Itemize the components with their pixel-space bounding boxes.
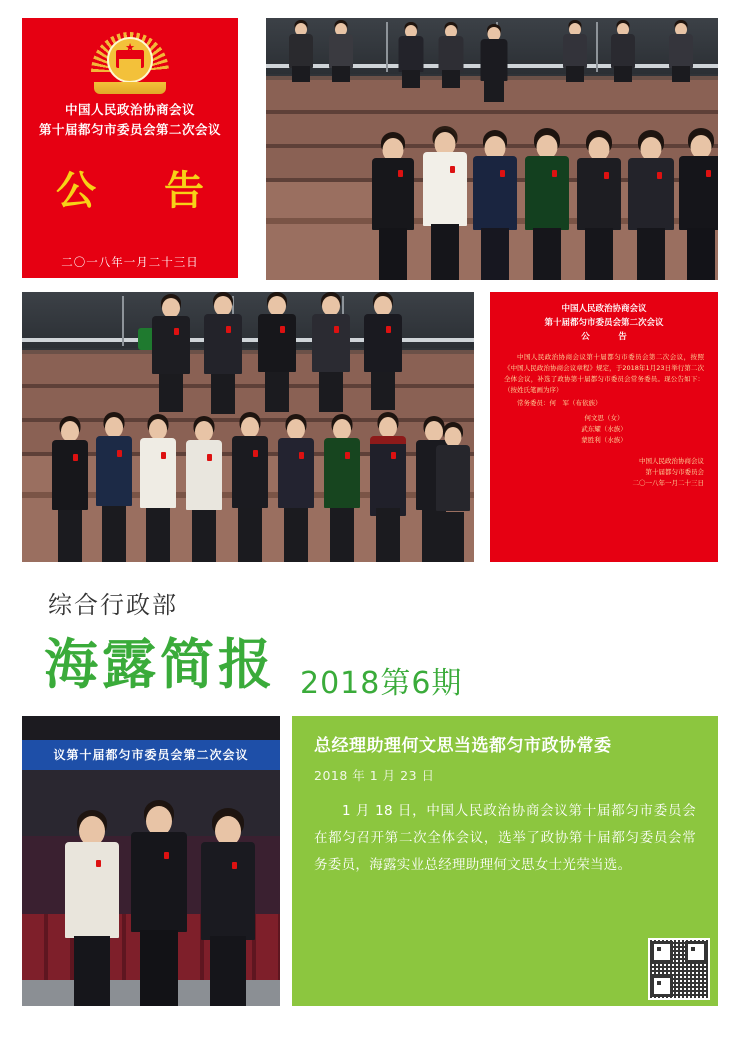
article-body — [314, 798, 696, 879]
notice-body — [504, 352, 704, 409]
notice-card — [490, 292, 718, 562]
notice-head-line2: 第十届都匀市委员会第二次会议 — [544, 318, 664, 328]
photo-group-on-steps-top — [266, 18, 718, 280]
notice-name-1: 何文思（女） — [584, 414, 624, 422]
announcement-title: 公 告 — [56, 168, 218, 214]
page-title: 海露简报 — [44, 633, 276, 696]
notice-sign-1: 中国人民政治协商会议 — [639, 457, 704, 465]
photo-person-background — [324, 20, 358, 82]
notice-name-2: 武东耀（水族） — [581, 425, 627, 433]
notice-head — [504, 302, 704, 344]
notice-name-3: 蒙胜利（水族） — [581, 436, 627, 444]
photo-person-background — [606, 20, 640, 82]
photo-person-background — [558, 20, 592, 82]
photo-person-backrow — [306, 292, 356, 412]
photo-person-frontrow — [318, 414, 366, 562]
photo-person-backrow — [146, 294, 196, 412]
photo-person-backrow — [358, 292, 408, 410]
announcement-org-line2: 第十届都匀市委员会第二次会议 — [38, 122, 221, 137]
announcement-date: 二〇一八年一月二十三日 — [61, 255, 199, 269]
qr-code-pattern — [650, 940, 708, 998]
photo-group-in-auditorium — [22, 716, 280, 1006]
department-label: 综合行政部 — [48, 591, 178, 619]
photo-person-frontrow — [226, 412, 274, 562]
photo-person-foreground — [672, 128, 718, 280]
photo-person-background — [476, 24, 512, 102]
photo-person-backrow — [198, 292, 248, 414]
notice-head-line3: 公 告 — [581, 332, 637, 342]
photo-person-frontrow — [272, 414, 320, 562]
photo-doorframe — [596, 22, 598, 72]
notice-paragraph-2: 常务委员：何 军（布依族） — [517, 399, 602, 407]
photo-person-foreground — [570, 130, 628, 280]
notice-sign-3: 二〇一八年一月二十三日 — [632, 479, 704, 487]
photo-person-auditorium — [122, 800, 196, 1006]
photo-person-auditorium — [56, 810, 128, 1006]
qr-finder-top-left — [651, 941, 673, 963]
issue-number: 2018第6期 — [300, 666, 463, 701]
photo-person-backrow — [252, 292, 302, 412]
photo-person-background — [664, 20, 698, 82]
notice-names — [504, 413, 704, 446]
article-date: 2018 年 1 月 23 日 — [314, 768, 435, 783]
emblem-star: ★ — [125, 41, 135, 54]
photo-person-frontrow — [364, 412, 412, 562]
announcement-org-line1: 中国人民政治协商会议 — [64, 102, 195, 117]
photo-person-foreground — [518, 128, 576, 280]
cppcc-emblem — [84, 28, 176, 94]
photo-doorframe — [386, 22, 388, 72]
photo-person-frontrow — [46, 416, 94, 562]
photo-group-on-steps-delegation — [22, 292, 474, 562]
notice-sign-2: 第十届都匀市委员会 — [645, 468, 704, 476]
photo-person-auditorium — [192, 808, 264, 1006]
photo-person-foreground — [466, 130, 524, 280]
notice-signature — [504, 456, 704, 489]
photo-hall-banner: 议第十届都匀市委员会第二次会议 — [22, 740, 280, 770]
article-title: 总经理助理何文思当选都匀市政协常委 — [314, 736, 612, 756]
notice-head-line1: 中国人民政治协商会议 — [561, 304, 647, 314]
article-paragraph: 1 月 18 日，中国人民政治协商会议第十届都匀市委员会在都匀召开第二次全体会议，选举了政协第十届都匀委员会常务委员，海露实业总经理助理何文思女士光荣当选。 — [314, 803, 696, 873]
notice-paragraph-1: 中国人民政治协商会议第十届都匀市委员会第二次会议，按照《中国人民政治协商会议章程》规定，于2018年1月23日举行第二次全体会议，补选了政协第十届都匀市委员会常务委员。现公告如下：（按姓氏笔画为序） — [504, 353, 704, 394]
photo-person-foreground — [364, 132, 422, 280]
photo-person-background — [434, 22, 468, 88]
photo-person-frontrow — [180, 416, 228, 562]
photo-person-background — [394, 22, 428, 88]
photo-person-background — [284, 20, 318, 82]
qr-finder-bottom-left — [651, 975, 673, 997]
photo-doorframe — [122, 296, 124, 346]
photo-person-frontrow — [134, 414, 182, 562]
announcement-card — [22, 18, 238, 278]
photo-person-frontrow — [90, 412, 138, 562]
emblem-ribbon — [94, 82, 166, 94]
qr-code[interactable] — [648, 938, 710, 1000]
qr-finder-top-right — [685, 941, 707, 963]
photo-person-frontrow — [432, 422, 474, 562]
